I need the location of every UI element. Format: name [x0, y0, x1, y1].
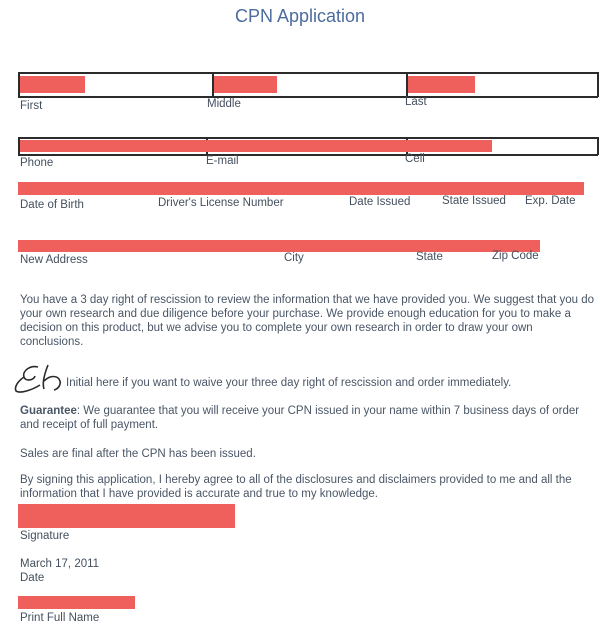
last-name-redaction — [408, 76, 475, 93]
address-redaction — [18, 240, 540, 252]
page-title: CPN Application — [234, 6, 366, 26]
date-issued-label: Date Issued — [349, 196, 411, 208]
divider — [18, 96, 598, 98]
initials-mark — [8, 361, 68, 395]
middle-label: Middle — [207, 98, 241, 110]
phone-label: Phone — [20, 157, 54, 169]
divider — [18, 137, 598, 139]
state-label: State — [416, 251, 443, 263]
divider — [18, 154, 598, 156]
contact-redaction — [20, 140, 492, 152]
state-issued-label: State Issued — [442, 195, 506, 207]
zip-label: Zip Code — [492, 250, 539, 262]
email-label: E-mail — [206, 155, 239, 167]
identification-redaction — [18, 182, 584, 195]
divider — [18, 72, 598, 74]
rescission-paragraph: You have a 3 day right of rescission to review the information that we have provided you. We suggest that you do your own research and due diligence before your purchase. We provide enough education for you to make a decision on this product, but we advise you to complete your own research in order to draw your own conclusions. — [20, 294, 595, 348]
divider — [597, 137, 599, 155]
cell-label: Cell — [405, 153, 425, 165]
print-name-redaction — [18, 596, 135, 609]
guarantee-text: : We guarantee that you will receive your CPN issued in your name within 7 business days of order and receipt of full payment. — [20, 405, 580, 431]
date-value: March 17, 2011 — [20, 558, 100, 570]
date-label: Date — [20, 572, 45, 584]
middle-name-redaction — [214, 76, 277, 93]
signing-paragraph: By signing this application, I hereby agree to all of the disclosures and disclaimers provided to me and all the information that I have provided is accurate and true to my knowledge. — [20, 474, 572, 500]
guarantee-label: Guarantee — [20, 405, 77, 417]
exp-date-label: Exp. Date — [525, 195, 576, 207]
dob-label: Date of Birth — [20, 199, 84, 211]
sales-final-text: Sales are final after the CPN has been issued. — [20, 448, 256, 460]
new-address-label: New Address — [20, 254, 88, 266]
last-label: Last — [405, 96, 427, 108]
first-label: First — [20, 100, 43, 112]
guarantee-paragraph — [20, 404, 595, 432]
signature-label: Signature — [20, 530, 70, 542]
signature-redaction — [18, 504, 235, 528]
divider — [597, 72, 599, 97]
first-name-redaction — [20, 76, 85, 93]
city-label: City — [284, 252, 304, 264]
print-full-name-label: Print Full Name — [20, 612, 100, 624]
initial-waive-text: Initial here if you want to waive your three day right of rescission and order immediately. — [66, 377, 512, 389]
license-label: Driver's License Number — [158, 197, 284, 209]
